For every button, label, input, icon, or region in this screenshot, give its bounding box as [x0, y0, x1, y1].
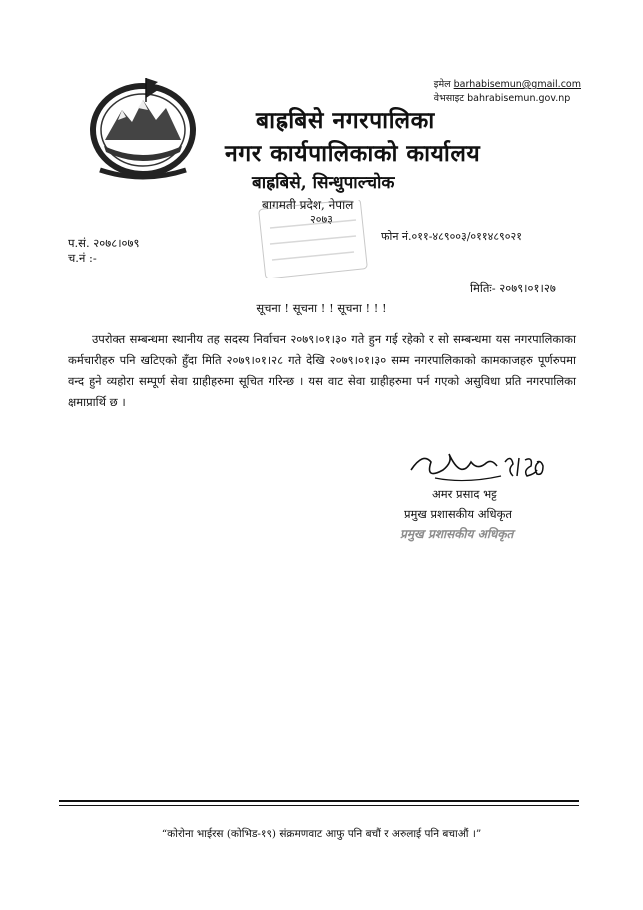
signer-name: अमर प्रसाद भट्ट [432, 487, 497, 501]
footer-divider-thin [59, 805, 579, 806]
footer-divider [59, 800, 579, 802]
nepal-government-emblem-icon [80, 72, 206, 180]
footer-slogan: “कोरोना भाईरस (कोभिड-१९) संक्रमणवाट आफु पनि बचौं र अरुलाई पनि बचाऔं ।” [161, 828, 482, 840]
office-stamp-icon [258, 200, 368, 278]
province: बागमती प्रदेश, नेपाल [262, 198, 354, 212]
website-row [434, 92, 581, 106]
office-name: नगर कार्यपालिकाको कार्यालय [225, 140, 481, 167]
handwritten-signature-icon [405, 440, 550, 488]
patra-sankhya: प.सं. २०७८।०७९ [68, 236, 140, 250]
signer-title: प्रमुख प्रशासकीय अधिकृत [404, 507, 512, 521]
notice-body: उपरोक्त सम्बन्धमा स्थानीय तह सदस्य निर्वाचन २०७९।०१।३० गते हुन गई रहेको र सो सम्बन्धमा यस नगरपालिकाका कर्मचारीहरु पनि खटिएको हुँदा मिति २०७९।०१।२८ गते देखि २०७९।०१।३० सम्म नगरपालिकाको कामकाजहरु पूर्णरुपमा वन्द हुने व्यहोरा सम्पूर्ण सेवा ग्राहीहरुमा सूचित गरिन्छ । यस वाट सेवा ग्राहीहरुमा पर्न गएको असुविधा प्रति नगरपालिका क्षमाप्रार्थि छ । [68, 332, 576, 409]
established-year: २०७३ [310, 213, 333, 226]
notice-heading: सूचना ! सूचना ! ! सूचना ! ! ! [256, 301, 387, 315]
letter-date: मितिः- २०७९।०१।२७ [470, 281, 556, 295]
email-row [434, 78, 581, 92]
location: बाह्रबिसे, सिन्धुपाल्चोक [252, 173, 395, 193]
email-link[interactable]: barhabisemun@gmail.com [453, 79, 581, 90]
contact-info [434, 78, 581, 106]
org-name: बाह्रबिसे नगरपालिका [256, 107, 435, 134]
phone-number: फोन नं.०११-४८९००३/०११४८९०२१ [381, 230, 522, 243]
email-label: इमेल [433, 79, 451, 90]
website-label: वेभसाइट [433, 93, 465, 104]
chalani-number: च.नं :- [68, 251, 97, 265]
website-link[interactable]: bahrabisemun.gov.np [467, 93, 571, 104]
designation-stamp: प्रमुख प्रशासकीय अधिकृत [400, 527, 514, 541]
